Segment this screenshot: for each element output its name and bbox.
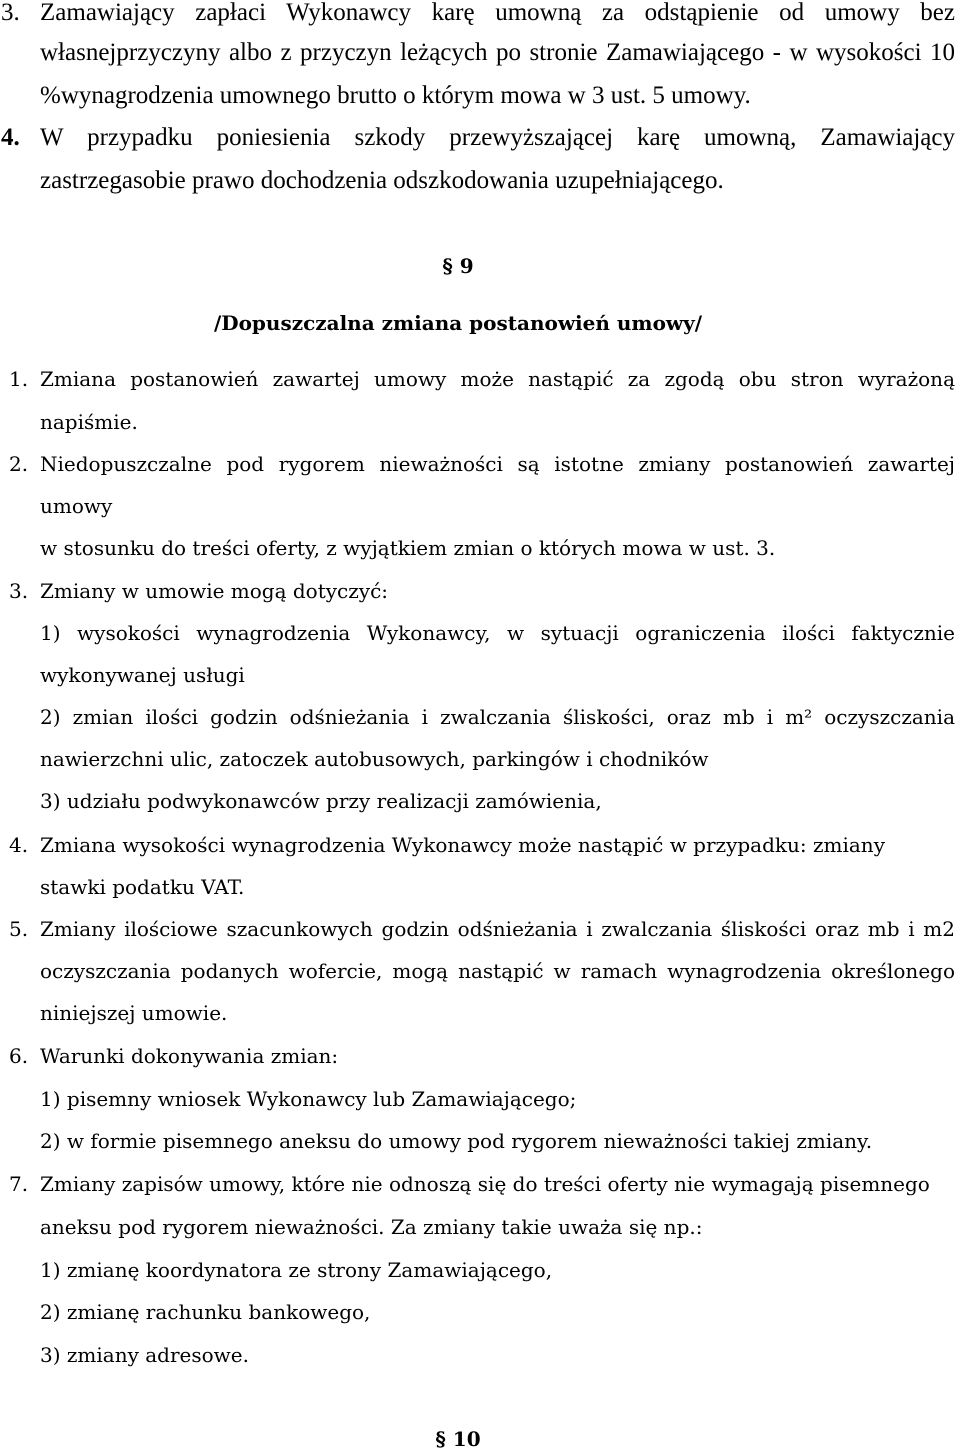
- sub-item-line: 1) pisemny wniosek Wykonawcy lub Zamawiającego;: [40, 1087, 577, 1111]
- sub-item-line: 1) zmianę koordynatora ze strony Zamawiającego,: [40, 1258, 553, 1282]
- paragraph-line: niniejszej umowie.: [40, 1001, 228, 1025]
- paragraph-line: Zmiana wysokości wynagrodzenia Wykonawcy może nastąpić w przypadku: zmiany: [40, 833, 885, 857]
- paragraph-line: oczyszczania podanych wofercie, mogą nastąpić w ramach wynagrodzenia określonego: [40, 959, 955, 983]
- paragraph-line: Zmiany ilościowe szacunkowych godzin odśnieżania i zwalczania śliskości oraz mb i m2: [40, 917, 955, 941]
- sub-item-line: 3) udziału podwykonawców przy realizacji zamówienia,: [40, 789, 602, 813]
- paragraph-line: w stosunku do treści oferty, z wyjątkiem zmian o których mowa w ust. 3.: [40, 536, 776, 560]
- paragraph-line: Zmiana postanowień zawartej umowy może nastąpić za zgodą obu stron wyrażoną: [40, 367, 955, 391]
- sub-item-line: 2) zmian ilości godzin odśnieżania i zwalczania śliskości, oraz mb i m² oczyszczania: [40, 705, 955, 729]
- item-number: 4.: [1, 124, 20, 151]
- paragraph-line: Niedopuszczalne pod rygorem nieważności są istotne zmiany postanowień zawartej: [40, 452, 955, 476]
- section-heading: § 10: [435, 1427, 481, 1451]
- section-heading: § 9: [442, 254, 474, 278]
- sub-item-line: 1) wysokości wynagrodzenia Wykonawcy, w sytuacji ograniczenia ilości faktycznie: [40, 621, 955, 645]
- paragraph-line: aneksu pod rygorem nieważności. Za zmiany takie uważa się np.:: [40, 1215, 703, 1239]
- paragraph-line: Zamawiający zapłaci Wykonawcy karę umowną za odstąpienie od umowy bez: [40, 0, 955, 26]
- paragraph-line: własnejprzyczyny albo z przyczyn leżących po stronie Zamawiającego - w wysokości 10: [40, 39, 955, 66]
- sub-item-line: wykonywanej usługi: [40, 663, 245, 687]
- item-number: 3.: [1, 0, 20, 26]
- sub-item-line: 2) zmianę rachunku bankowego,: [40, 1300, 371, 1324]
- paragraph-line: zastrzegasobie prawo dochodzenia odszkodowania uzupełniającego.: [40, 167, 724, 194]
- paragraph-line: Warunki dokonywania zmian:: [40, 1044, 339, 1068]
- item-number: 1.: [9, 367, 29, 391]
- sub-item-line: 2) w formie pisemnego aneksu do umowy pod rygorem nieważności takiej zmiany.: [40, 1129, 873, 1153]
- item-number: 2.: [9, 452, 29, 476]
- section-title: /Dopuszczalna zmiana postanowień umowy/: [213, 311, 703, 335]
- paragraph-line: Zmiany zapisów umowy, które nie odnoszą się do treści oferty nie wymagają pisemnego: [40, 1172, 930, 1196]
- paragraph-line: Zmiany w umowie mogą dotyczyć:: [40, 579, 389, 603]
- item-number: 5.: [9, 917, 29, 941]
- item-number: 4.: [9, 833, 29, 857]
- paragraph-line: stawki podatku VAT.: [40, 875, 245, 899]
- paragraph-line: napiśmie.: [40, 410, 138, 434]
- paragraph-line: umowy: [40, 494, 113, 518]
- paragraph-line: %wynagrodzenia umownego brutto o którym mowa w 3 ust. 5 umowy.: [40, 82, 751, 109]
- item-number: 3.: [9, 579, 29, 603]
- item-number: 7.: [9, 1172, 29, 1196]
- paragraph-line: W przypadku poniesienia szkody przewyższającej karę umowną, Zamawiający: [40, 124, 955, 151]
- sub-item-line: 3) zmiany adresowe.: [40, 1343, 249, 1367]
- item-number: 6.: [9, 1044, 29, 1068]
- sub-item-line: nawierzchni ulic, zatoczek autobusowych, parkingów i chodników: [40, 747, 709, 771]
